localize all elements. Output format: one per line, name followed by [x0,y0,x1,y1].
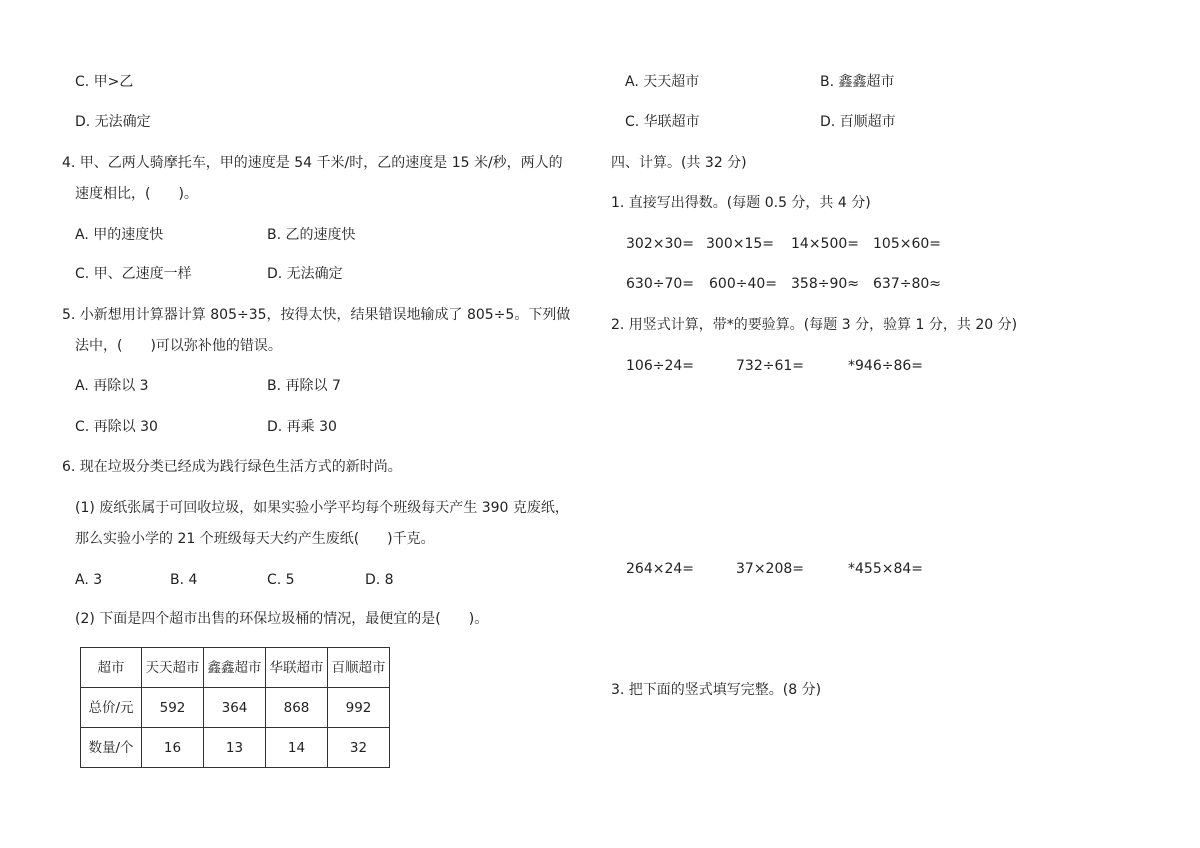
calc-item: 14×500= [791,236,859,252]
calc-item: *946÷86= [848,358,923,374]
table-cell: 14 [266,728,328,768]
q5-option-d: D. 再乘 30 [267,419,337,435]
q4-option-b: B. 乙的速度快 [267,227,356,243]
calc-item: 37×208= [736,561,804,577]
calc-item: *455×84= [848,561,923,577]
q6-1-option-c: C. 5 [267,572,295,588]
part-1-title: 1. 直接写出得数。(每题 0.5 分，共 4 分) [611,195,871,211]
question-6-title: 6. 现在垃圾分类已经成为践行绿色生活方式的新时尚。 [62,459,402,475]
q6-1-option-b: B. 4 [170,572,198,588]
calc-item: 630÷70= [626,276,694,292]
part-3-title: 3. 把下面的竖式填写完整。(8 分) [611,682,822,698]
calc-item: 264×24= [626,561,694,577]
table-header-cell: 天天超市 [142,648,204,688]
q6-1-option-d: D. 8 [365,572,394,588]
q5-option-a: A. 再除以 3 [75,378,149,394]
calc-item: 732÷61= [736,358,804,374]
question-5-text: 5. 小新想用计算器计算 805÷35，按得太快，结果错误地输成了 805÷5。下列做 [62,307,571,323]
table-cell: 13 [204,728,266,768]
question-4-text-cont: 速度相比，( )。 [75,186,198,202]
question-5-text-cont: 法中，( )可以弥补他的错误。 [75,338,282,354]
table-row-label: 数量/个 [81,728,142,768]
question-6-1-text: (1) 废纸张属于可回收垃圾，如果实验小学平均每个班级每天产生 390 克废纸， [75,500,569,516]
table-header-cell: 鑫鑫超市 [204,648,266,688]
question-6-1-text-cont: 那么实验小学的 21 个班级每天大约产生废纸( )千克。 [75,531,435,547]
q4-option-a: A. 甲的速度快 [75,227,164,243]
q6-2-option-a: A. 天天超市 [625,74,700,90]
q4-option-d: D. 无法确定 [267,266,343,282]
question-6-2-text: (2) 下面是四个超市出售的环保垃圾桶的情况，最便宜的是( )。 [75,611,489,627]
supermarket-price-table [80,647,390,768]
table-cell: 32 [328,728,390,768]
q6-2-option-b: B. 鑫鑫超市 [820,74,895,90]
table-cell: 592 [142,688,204,728]
q3-option-d: D. 无法确定 [75,114,151,130]
q6-1-option-a: A. 3 [75,572,103,588]
table-cell: 868 [266,688,328,728]
q5-option-c: C. 再除以 30 [75,419,158,435]
part-2-title: 2. 用竖式计算，带*的要验算。(每题 3 分，验算 1 分，共 20 分) [611,317,1018,333]
calc-item: 105×60= [873,236,941,252]
table-header-cell: 超市 [81,648,142,688]
table-row-total [81,688,390,728]
calc-item: 302×30= [626,236,694,252]
q5-option-b: B. 再除以 7 [267,378,341,394]
calc-item: 106÷24= [626,358,694,374]
table-header-cell: 百顺超市 [328,648,390,688]
table-cell: 16 [142,728,204,768]
q6-2-option-d: D. 百顺超市 [820,114,896,130]
question-4-text: 4. 甲、乙两人骑摩托车，甲的速度是 54 千米/时，乙的速度是 15 米/秒，两人的 [62,155,563,171]
q6-2-option-c: C. 华联超市 [625,114,700,130]
table-row-label: 总价/元 [81,688,142,728]
calc-item: 600÷40= [709,276,777,292]
section-4-title: 四、计算。(共 32 分) [611,155,747,171]
calc-item: 358÷90≈ [791,276,859,292]
q3-option-c: C. 甲>乙 [75,74,134,90]
calc-item: 300×15= [706,236,774,252]
table-cell: 364 [204,688,266,728]
table-row-header [81,648,390,688]
table-cell: 992 [328,688,390,728]
calc-item: 637÷80≈ [873,276,941,292]
q4-option-c: C. 甲、乙速度一样 [75,266,192,282]
table-header-cell: 华联超市 [266,648,328,688]
table-row-quantity [81,728,390,768]
